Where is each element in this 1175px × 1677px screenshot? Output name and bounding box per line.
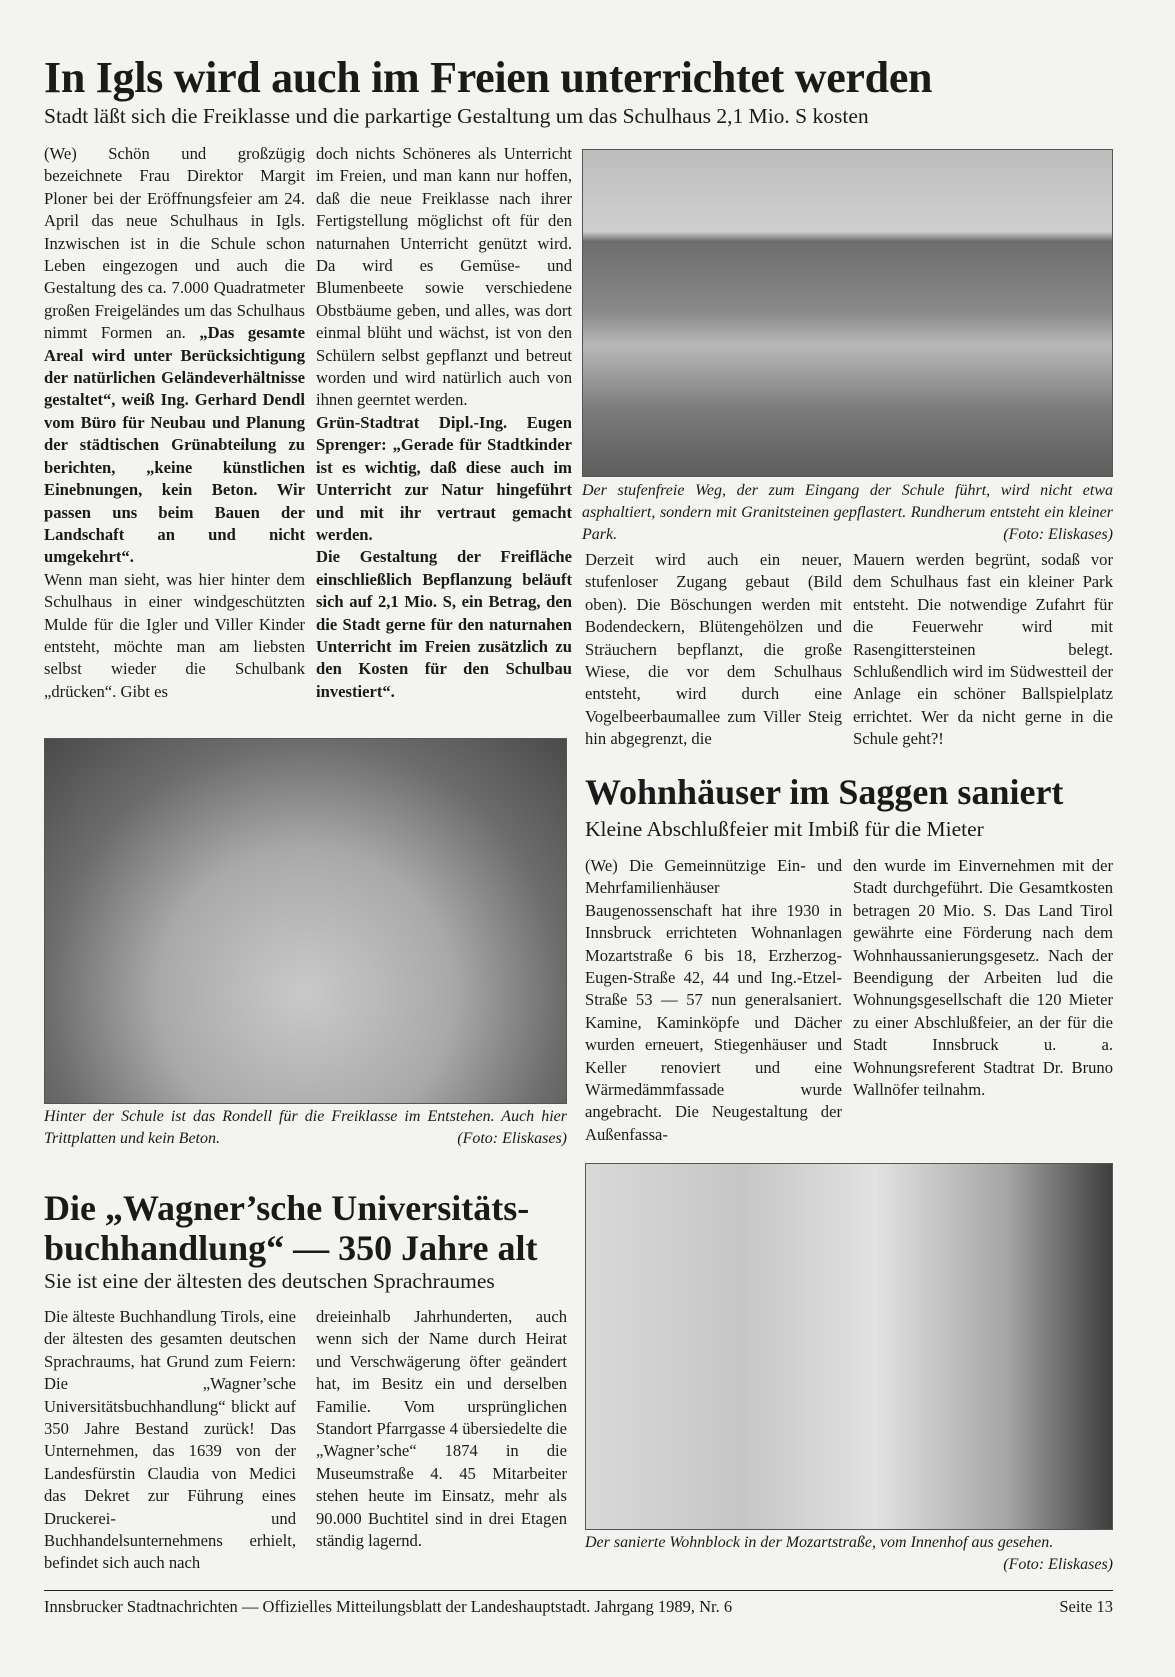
photo1-caption	[582, 480, 1113, 546]
article1-column-4: Mauern werden begrünt, sodaß vor dem Schulhaus fast ein kleiner Park entsteht. Die notwendige Zufahrt für die Feuerwehr wird mit Rasengittersteinen belegt. Schlußendlich wird im Südwestteil der Anlage ein schöner Ballspielplatz errichtet. Wer da nicht gerne in die Schule geht?!	[853, 550, 1113, 749]
article2-column-2: den wurde im Einvernehmen mit der Stadt durchgeführt. Die Gesamtkosten betragen 20 Mio. S. Das Land Tirol gewährte eine Förderung nach dem Wohnhaussanierungsgesetz. Nach der Beendigung der Arbeiten lud die Wohnungsgesellschaft die 120 Mieter zu einer Abschlußfeier, an der für die Stadt Innsbruck u. a. Wohnungsreferent Stadtrat Dr. Bruno Wallnöfer teilnahm.	[853, 856, 1113, 1100]
article2-subtitle: Kleine Abschlußfeier mit Imbiß für die Mieter	[585, 817, 984, 841]
rondell-construction-photo	[44, 738, 567, 1104]
article3-column-2: dreieinhalb Jahrhunderten, auch wenn sich der Name durch Heirat und Verschwägerung öfter geändert hat, im Besitz ein und derselben Familie. Vom ursprünglichen Standort Pfarrgasse 4 übersiedelte die „Wagner’sche“ 1874 in die Museumstraße 4. 45 Mitarbeiter stehen heute im Einsatz, mehr als 90.000 Buchtitel sind in drei Etagen ständig lagernd.	[316, 1307, 567, 1551]
article1-column-3: Derzeit wird auch ein neuer, stufenloser Zugang gebaut (Bild oben). Die Böschungen werden mit Bodendeckern, Blütengehölzen und Sträuchern bepflanzt, die große Wiese, die vor dem Schulhaus entsteht, wird durch eine Vogelbeerbaumallee zum Viller Steig hin abgegrenzt, die	[585, 550, 842, 749]
body-text: Grün-Stadtrat Dipl.-Ing. Eugen Sprenger: „Gerade für Stadtkinder ist es wichtig, daß diese auch im Unterricht zur Natur hingeführt und mit ihr vertraut gemacht werden.	[316, 412, 572, 544]
photo2-caption	[44, 1106, 567, 1150]
footer-divider	[44, 1590, 1113, 1591]
article1-subtitle: Stadt läßt sich die Freiklasse und die parkartige Gestaltung um das Schulhaus 2,1 Mio. S kosten	[44, 104, 869, 128]
photo-credit: (Foto: Eliskases)	[1003, 1556, 1113, 1573]
body-text: (We) Schön und großzügig bezeichnete Frau Direktor Margit Ploner bei der Eröffnungsfeier am 24. April das neue Schulhaus in Igls. Inzwischen ist in die Schule schon Leben eingezogen und auch die Gestaltung des ca. 7.000 Quadratmeter großen Freigeländes um das Schulhaus nimmt Formen an.	[44, 144, 305, 343]
article2-title: Wohnhäuser im Saggen saniert	[585, 772, 1064, 812]
article3-column-1: Die älteste Buchhandlung Tirols, eine der ältesten des gesamten deutschen Sprachraums, hat Grund zum Feiern: Die „Wagner’sche Universitätsbuchhandlung“ blickt auf 350 Jahre Bestand zurück! Das Unternehmen, das 1639 von der Landesfürstin Claudia von Medici das Dekret zur Führung eines Druckerei- und Buchhandelsunternehmens erhielt, befindet sich auch nach	[44, 1307, 296, 1573]
caption-text: Der stufenfreie Weg, der zum Eingang der Schule führt, wird nicht etwa asphaltiert, sondern mit Granitsteinen gepflastert. Rundherum entsteht ein kleiner Park.	[582, 482, 1113, 543]
photo-credit: (Foto: Eliskases)	[1003, 526, 1113, 543]
caption-text: Hinter der Schule ist das Rondell für die Freiklasse im Entstehen. Auch hier Trittplatten und kein Beton.	[44, 1108, 567, 1147]
article2-column-1: (We) Die Gemeinnützige Ein- und Mehrfamilienhäuser Baugenossenschaft hat ihre 1930 in Innsbruck errichteten Wohnanlagen Mozartstraße 6 bis 18, Erzherzog-Eugen-Straße 42, 44 und Ing.-Etzel-Straße 53 — 57 nun generalsaniert. Kamine, Kaminköpfe und Dächer wurden erneuert, Stiegenhäuser und Keller renoviert und eine Wärmedämmfassade wurde angebracht. Die Neugestaltung der Außenfassa-	[585, 856, 842, 1144]
photo-credit: (Foto: Eliskases)	[457, 1130, 567, 1147]
quote-text: „Das gesamte Areal wird unter Berücksichtigung der natürlichen Geländeverhältnisse gestaltet“, weiß Ing. Gerhard Dendl vom Büro für Neubau und Planung der städtischen Grünabteilung zu berichten, „keine künstlichen Einebnungen, kein Beton. Wir passen uns beim Bauen der Landschaft an und nicht umgekehrt“.	[44, 323, 305, 567]
apartment-block-photo	[585, 1163, 1113, 1530]
page-number: Seite 13	[1059, 1597, 1113, 1616]
article3-subtitle: Sie ist eine der ältesten des deutschen Sprachraumes	[44, 1269, 495, 1293]
article3-title: Die „Wagner’sche Universitäts-buchhandlung“ — 350 Jahre alt	[44, 1188, 538, 1268]
article1-column-2	[316, 143, 572, 703]
body-text: doch nichts Schöneres als Unterricht im Freien, und man kann nur hoffen, daß die neue Freiklasse nach ihrer Fertigstellung möglichst oft für den naturnahen Unterricht genützt wird. Da wird es Gemüse- und Blumenbeete sowie verschiedene Obstbäume geben, und alles, was dort einmal blüht und wächst, ist von den Schülern selbst gepflanzt und betreut worden und wird natürlich auch von ihnen geerntet werden.	[316, 144, 572, 410]
article1-column-1	[44, 143, 305, 703]
school-construction-photo	[582, 149, 1113, 477]
footer-publication: Innsbrucker Stadtnachrichten — Offizielles Mitteilungsblatt der Landeshauptstadt. Jahrgang 1989, Nr. 6	[44, 1597, 733, 1616]
body-text: Wenn man sieht, was hier hinter dem Schulhaus in einer windgeschützten Mulde für die Igler und Viller Kinder entsteht, möchte man am liebsten selbst wieder die Schulbank „drücken“. Gibt es	[44, 569, 305, 701]
body-text: Die Gestaltung der Freifläche einschließlich Bepflanzung beläuft sich auf 2,1 Mio. S, ein Betrag, den die Stadt gerne für den naturnahen Unterricht im Freien zusätzlich zu den Kosten für den Schulbau investiert“.	[316, 547, 572, 701]
caption-text: Der sanierte Wohnblock in der Mozartstraße, vom Innenhof aus gesehen.	[585, 1534, 1054, 1551]
photo3-caption	[585, 1532, 1113, 1576]
article1-title: In Igls wird auch im Freien unterrichtet werden	[44, 53, 933, 102]
